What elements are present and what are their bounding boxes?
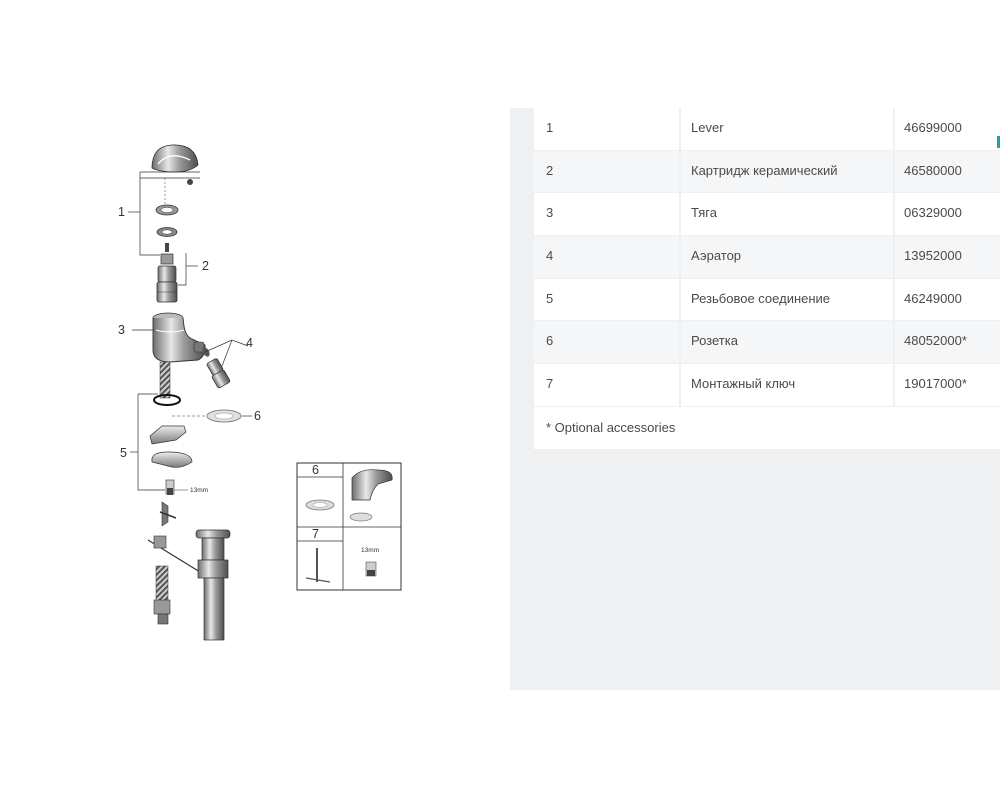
inset-wrench-size-label: 13mm [361,547,380,554]
rosette-part [207,410,241,422]
optional-accessories-note: * Optional accessories [546,419,676,435]
part-name: Аэратор [691,248,742,264]
callout-2: 2 [202,259,209,273]
aerator-part [201,346,231,388]
callout-3: 3 [118,323,125,337]
part-number: 5 [546,290,554,306]
part-number: 7 [546,376,554,392]
pull-rod-and-drain [148,502,230,640]
exploded-diagram [0,108,510,690]
callout-6: 6 [254,409,261,423]
part-code: 06329000 [904,205,962,221]
table-row [534,108,1000,151]
part-code: 46699000 [904,120,962,135]
part-code: 46580000 [904,162,962,178]
mounting-set-part [150,395,192,495]
part-name: Картридж керамический [691,162,838,178]
part-number: 6 [546,333,554,349]
part-name: Резьбовое соединение [691,290,831,306]
wrench-size-label: 13mm [190,487,209,494]
inset-label-6: 6 [312,463,319,477]
part-code: 13952000 [904,248,962,264]
part-number: 2 [546,162,554,178]
callout-5: 5 [120,446,127,460]
part-number: 1 [546,120,554,135]
table-row [534,321,1000,364]
parts-list-panel [510,108,1000,690]
part-name: Монтажный ключ [691,376,796,392]
part-code: 48052000* [904,333,967,349]
part-name: Тяга [691,205,717,221]
part-code: 19017000* [904,376,967,392]
callout-1: 1 [118,205,125,219]
part-number: 3 [546,205,554,221]
faucet-exploded-view [0,108,510,690]
faucet-body-part [153,313,205,362]
callout-4: 4 [246,336,253,350]
cartridge-part [157,254,177,302]
table-row [534,364,1000,407]
inset-label-7: 7 [312,527,319,541]
table-row [534,193,1000,236]
parts-table [534,108,1000,449]
table-row [534,151,1000,194]
table-row [534,279,1000,322]
lever-part [140,145,200,205]
part-name: Розетка [691,333,738,349]
part-number: 4 [546,248,554,264]
footnote-row [534,407,1000,449]
table-row [534,236,1000,279]
part-code: 46249000 [904,290,962,306]
part-name: Lever [691,120,724,135]
